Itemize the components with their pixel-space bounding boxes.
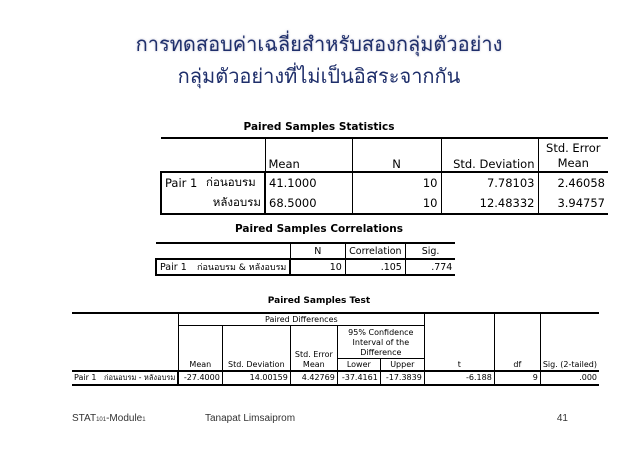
corr-row-sig: .774 — [405, 259, 455, 275]
test-pair-label: Pair 1 — [72, 371, 102, 385]
stats-header-n: N — [352, 138, 441, 172]
test-row-df: 9 — [494, 371, 540, 385]
stats-header-se-line1: Std. Error — [546, 141, 601, 155]
corr-row-var: ก่อนอบรม & หลังอบรม — [194, 259, 290, 275]
corr-header-sig: Sig. — [405, 243, 455, 259]
corr-pair-label: Pair 1 — [156, 259, 194, 275]
test-header-df: df — [494, 359, 540, 371]
corr-header-correlation: Correlation — [345, 243, 405, 259]
stats-header-se-line2: Mean — [557, 156, 589, 170]
test-header-se-top — [290, 326, 337, 359]
corr-caption: Paired Samples Correlations — [235, 223, 403, 235]
stats-pair-blank — [161, 193, 203, 214]
stats-row-sd: 12.48332 — [441, 193, 538, 214]
stats-row-mean: 41.1000 — [265, 172, 352, 193]
test-header-mean-top — [178, 326, 222, 359]
slide-title-line-2: กลุ่มตัวอย่างที่ไม่เป็นอิสระจากกัน — [177, 64, 461, 88]
corr-row-n: 10 — [290, 259, 345, 275]
slide-title-line-1: การทดสอบค่าเฉลี่ยสำหรับสองกลุ่มตัวอย่าง — [135, 32, 503, 56]
test-header-se: Mean — [290, 359, 337, 371]
test-header-sd: Std. Deviation — [222, 359, 290, 371]
test-header-paired-differences: Paired Differences — [178, 313, 424, 326]
test-header-ci-line3: Difference — [360, 348, 402, 357]
test-row-upper: -17.3839 — [380, 371, 424, 385]
test-row-t: -6.188 — [424, 371, 494, 385]
footer-course-a: STAT — [72, 413, 97, 424]
stats-caption: Paired Samples Statistics — [243, 121, 395, 133]
footer-course-b: 101 — [96, 417, 107, 423]
table-row — [72, 371, 599, 385]
stats-header-sd: Std. Deviation — [441, 138, 538, 172]
table-row — [156, 259, 455, 275]
footer-author: Tanapat Limsaiprom — [205, 413, 296, 424]
stats-row-var: ก่อนอบรม — [203, 172, 265, 193]
test-header-t: t — [424, 359, 494, 371]
stats-pair-label: Pair 1 — [161, 172, 203, 193]
stats-row-se: 3.94757 — [538, 193, 608, 214]
footer-course — [72, 413, 146, 424]
table-row — [161, 193, 608, 214]
test-header-lower: Lower — [337, 359, 380, 371]
paired-samples-statistics-table — [160, 137, 608, 215]
footer-page-number: 41 — [556, 413, 568, 424]
test-row-mean: -27.4000 — [178, 371, 222, 385]
stats-header-blank — [161, 138, 265, 172]
test-header-sig-top — [540, 313, 599, 359]
test-row-lower: -37.4161 — [337, 371, 380, 385]
paired-samples-test-table — [72, 312, 599, 386]
test-header-df-top — [494, 313, 540, 359]
test-header-blank-bottom — [72, 359, 178, 371]
test-row-sd: 14.00159 — [222, 371, 290, 385]
test-header-blank — [72, 313, 178, 359]
stats-header-mean: Mean — [265, 138, 352, 172]
stats-row-se: 2.46058 — [538, 172, 608, 193]
test-header-ci-line2: Interval of the — [352, 338, 410, 347]
test-row-sig: .000 — [540, 371, 599, 385]
test-caption: Paired Samples Test — [267, 296, 371, 306]
test-header-ci-line1: 95% Confidence — [348, 328, 414, 337]
corr-header-n: N — [290, 243, 345, 259]
footer-course-c: -Module — [106, 413, 143, 424]
test-header-sig: Sig. (2-tailed) — [540, 359, 599, 371]
test-header-se-line1: Std. Error — [294, 349, 333, 359]
test-header-t-top — [424, 313, 494, 359]
stats-row-n: 10 — [352, 193, 441, 214]
test-header-mean: Mean — [178, 359, 222, 371]
test-row-se: 4.42769 — [290, 371, 337, 385]
paired-samples-correlations-table — [155, 242, 455, 276]
table-row — [161, 172, 608, 193]
test-header-sd-top — [222, 326, 290, 359]
test-header-upper: Upper — [380, 359, 424, 371]
corr-row-correlation: .105 — [345, 259, 405, 275]
footer-course-d: 1 — [142, 417, 146, 423]
test-row-var: ก่อนอบรม - หลังอบรม — [102, 371, 178, 385]
stats-row-mean: 68.5000 — [265, 193, 352, 214]
stats-row-var: หลังอบรม — [203, 193, 265, 214]
test-header-ci — [337, 326, 424, 359]
stats-row-n: 10 — [352, 172, 441, 193]
stats-row-sd: 7.78103 — [441, 172, 538, 193]
stats-header-se — [538, 138, 608, 172]
corr-header-blank — [156, 243, 290, 259]
